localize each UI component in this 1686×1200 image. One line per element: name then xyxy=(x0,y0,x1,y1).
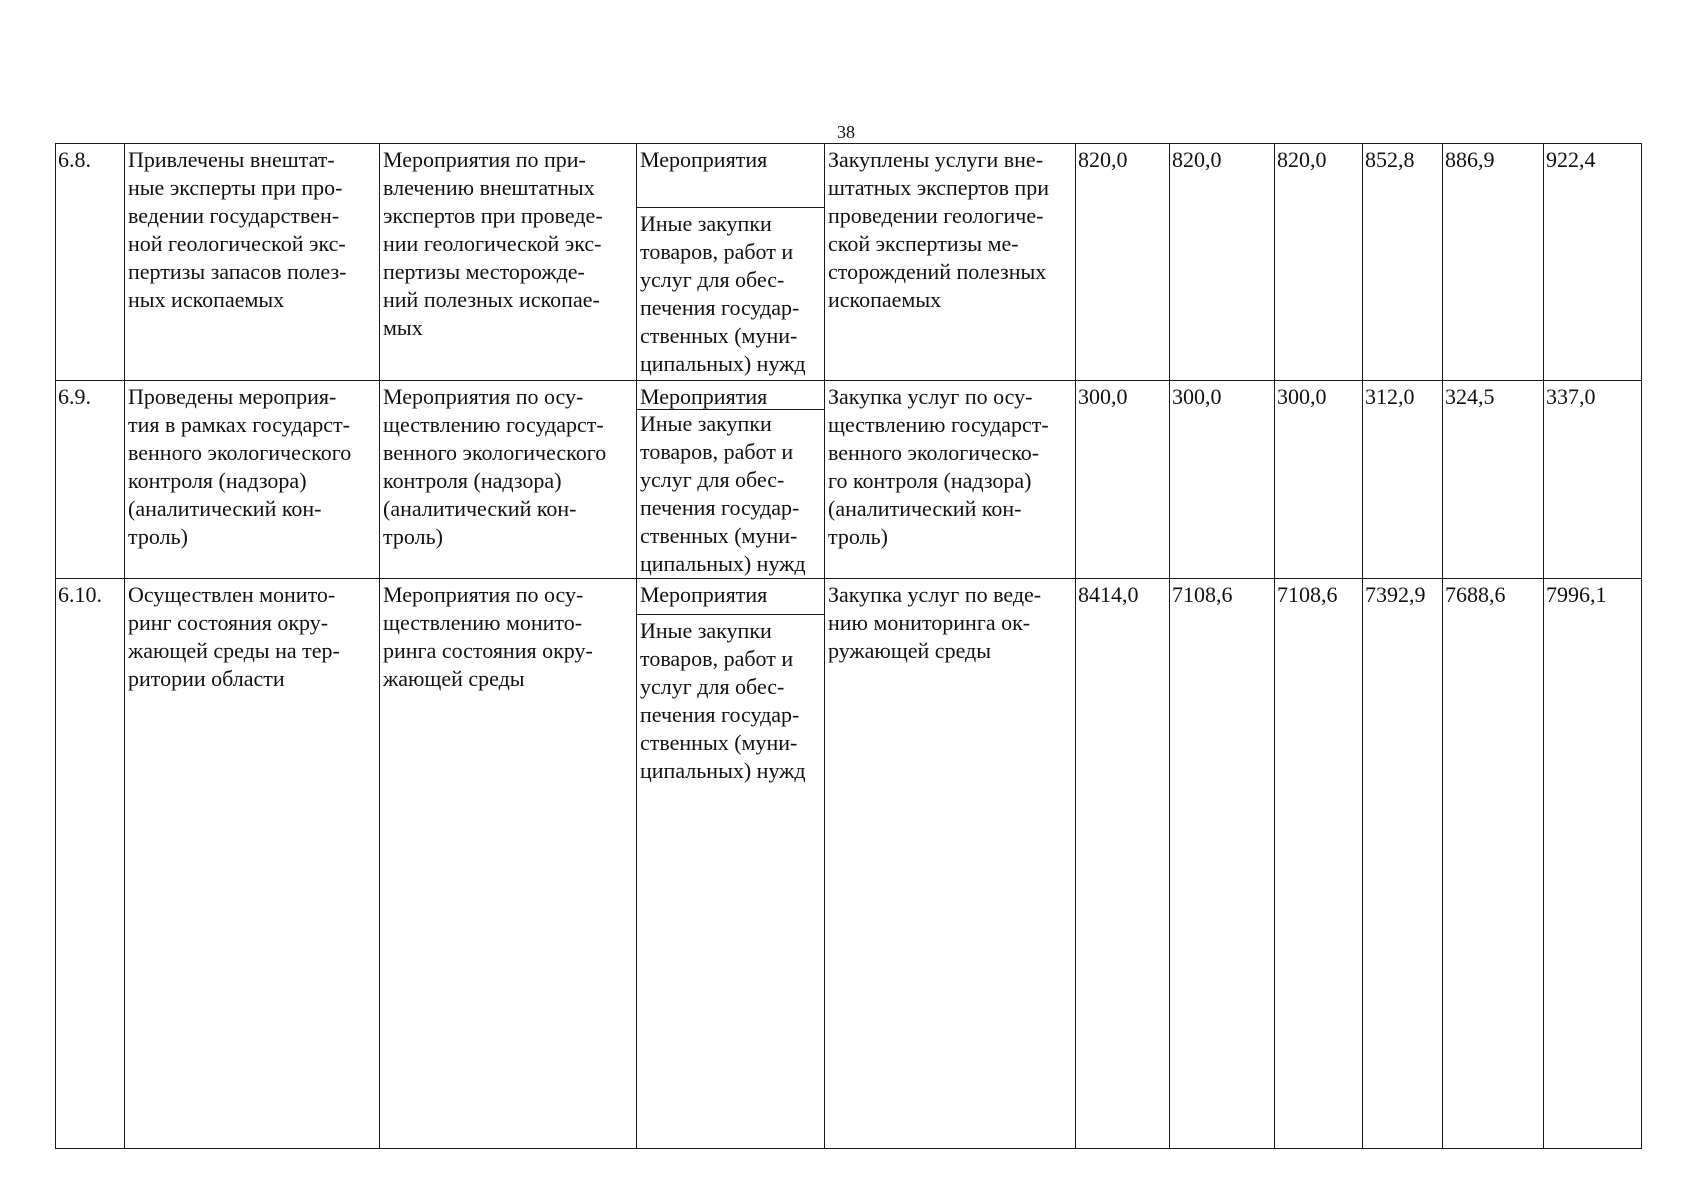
value-1: 8414,0 xyxy=(1078,582,1139,607)
value-cell xyxy=(1170,381,1275,579)
table-row xyxy=(56,381,1642,579)
row-number-cell xyxy=(56,144,125,381)
activity-text: Мероприятия по осу- ществлению монито- ринга состояния окру- жающей среды xyxy=(383,582,593,691)
expense-type-top: Мероприятия xyxy=(640,384,768,409)
value-cell xyxy=(1275,144,1363,381)
value-cell xyxy=(1363,144,1443,381)
description-text: Закуплены услуги вне- штатных экспертов при проведении геологиче- ской экспертизы ме- сторождений полезных ископаемых xyxy=(828,147,1050,312)
value-5: 7688,6 xyxy=(1445,582,1506,607)
value-cell xyxy=(1544,381,1642,579)
value-cell xyxy=(1170,579,1275,1149)
result-cell xyxy=(125,144,380,381)
value-6: 922,4 xyxy=(1546,147,1596,172)
row-number: 6.10. xyxy=(58,582,102,607)
value-cell xyxy=(1076,579,1170,1149)
value-1: 820,0 xyxy=(1078,147,1128,172)
value-cell xyxy=(1076,381,1170,579)
value-6: 7996,1 xyxy=(1546,582,1607,607)
value-3: 300,0 xyxy=(1277,384,1327,409)
expense-type-bottom: Иные закупки товаров, работ и услуг для обес- печения государ- ственных (муни- ципальных) нужд xyxy=(640,211,806,376)
value-cell xyxy=(1443,381,1544,579)
value-cell xyxy=(1170,144,1275,381)
activity-text: Мероприятия по при- влечению внештатных экспертов при проведе- нии геологической экс- пертизы месторожде- ний полезных ископае- мых xyxy=(383,147,603,340)
value-cell xyxy=(1363,381,1443,579)
expense-type-cell xyxy=(637,144,825,381)
value-2: 820,0 xyxy=(1172,147,1222,172)
value-1: 300,0 xyxy=(1078,384,1128,409)
description-cell xyxy=(825,381,1076,579)
page-number: 38 xyxy=(837,122,855,142)
value-cell xyxy=(1544,144,1642,381)
value-cell xyxy=(1275,579,1363,1149)
expense-type-top: Мероприятия xyxy=(640,147,768,172)
expense-type-cell xyxy=(637,381,825,579)
activity-cell xyxy=(380,579,637,1149)
value-3: 820,0 xyxy=(1277,147,1327,172)
expense-type-cell xyxy=(637,579,825,1149)
value-2: 300,0 xyxy=(1172,384,1222,409)
description-text: Закупка услуг по осу- ществлению государст- венного экологическо- го контроля (надзора) (аналитический кон- троль) xyxy=(828,384,1049,549)
value-4: 852,8 xyxy=(1365,147,1415,172)
value-cell xyxy=(1544,579,1642,1149)
activity-cell xyxy=(380,144,637,381)
table-row xyxy=(56,144,1642,381)
value-cell xyxy=(1363,579,1443,1149)
row-number-cell xyxy=(56,579,125,1149)
value-6: 337,0 xyxy=(1546,384,1596,409)
value-2: 7108,6 xyxy=(1172,582,1233,607)
expense-type-bottom: Иные закупки товаров, работ и услуг для обес- печения государ- ственных (муни- ципальных) нужд xyxy=(640,618,806,783)
value-5: 886,9 xyxy=(1445,147,1495,172)
result-cell xyxy=(125,381,380,579)
description-cell xyxy=(825,144,1076,381)
value-5: 324,5 xyxy=(1445,384,1495,409)
value-cell xyxy=(1076,144,1170,381)
value-cell xyxy=(1275,381,1363,579)
activity-cell xyxy=(380,381,637,579)
value-cell xyxy=(1443,144,1544,381)
value-4: 312,0 xyxy=(1365,384,1415,409)
value-3: 7108,6 xyxy=(1277,582,1338,607)
result-text: Привлечены внештат- ные эксперты при про- ведении государствен- ной геологической экс- пертизы запасов полез- ных ископаемых xyxy=(128,147,347,312)
description-text: Закупка услуг по веде- нию мониторинга ок- ружающей среды xyxy=(828,582,1042,663)
description-cell xyxy=(825,579,1076,1149)
result-text: Осуществлен монито- ринг состояния окру- жающей среды на тер- ритории области xyxy=(128,582,340,691)
result-text: Проведены мероприя- тия в рамках государст- венного экологического контроля (надзора) (аналитический кон- троль) xyxy=(128,384,352,549)
expense-type-top: Мероприятия xyxy=(640,582,768,607)
row-number-cell xyxy=(56,381,125,579)
table-row xyxy=(56,579,1642,1149)
value-cell xyxy=(1443,579,1544,1149)
result-cell xyxy=(125,579,380,1149)
row-number: 6.9. xyxy=(58,384,91,409)
program-activities-table xyxy=(55,143,1642,1149)
row-number: 6.8. xyxy=(58,147,91,172)
activity-text: Мероприятия по осу- ществлению государст- венного экологического контроля (надзора) (аналитический кон- троль) xyxy=(383,384,607,549)
expense-type-bottom: Иные закупки товаров, работ и услуг для обес- печения государ- ственных (муни- ципальных) нужд xyxy=(640,411,806,576)
value-4: 7392,9 xyxy=(1365,582,1426,607)
